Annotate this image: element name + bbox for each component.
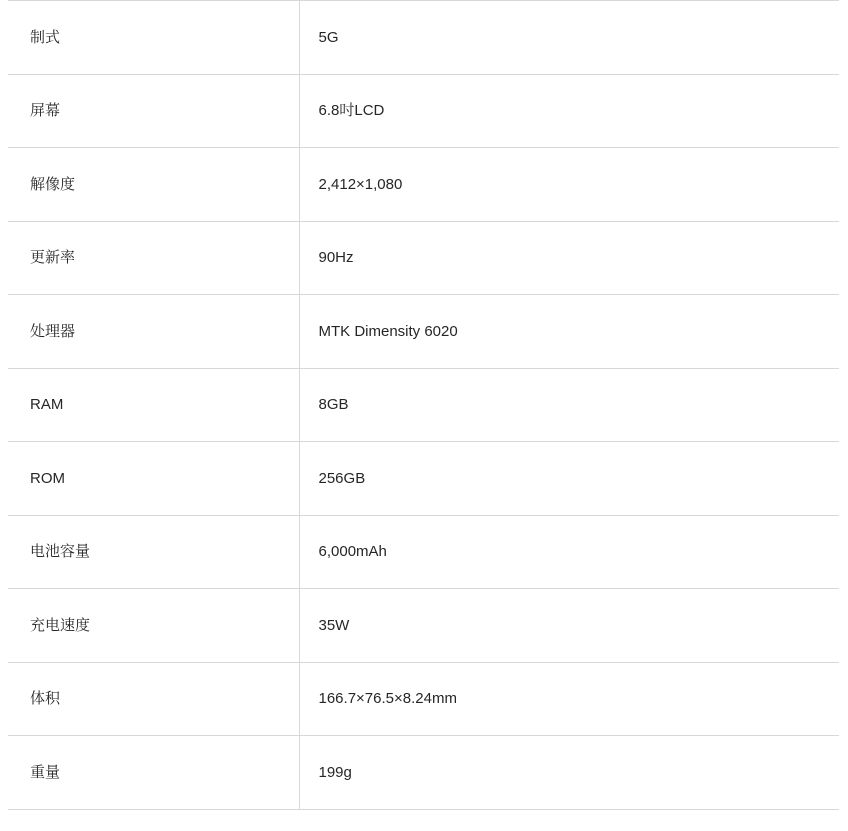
specifications-table xyxy=(8,0,839,810)
specifications-table-body xyxy=(8,1,839,810)
table-row xyxy=(8,442,839,516)
spec-label: 电池容量 xyxy=(8,515,299,589)
spec-label: 处理器 xyxy=(8,295,299,369)
spec-value: MTK Dimensity 6020 xyxy=(299,295,839,369)
spec-label: 解像度 xyxy=(8,148,299,222)
table-row xyxy=(8,74,839,148)
spec-label: 屏幕 xyxy=(8,74,299,148)
spec-label: 制式 xyxy=(8,1,299,75)
spec-label: ROM xyxy=(8,442,299,516)
table-row xyxy=(8,662,839,736)
spec-label: 充电速度 xyxy=(8,589,299,663)
spec-value: 256GB xyxy=(299,442,839,516)
table-row xyxy=(8,589,839,663)
spec-value: 35W xyxy=(299,589,839,663)
spec-value: 8GB xyxy=(299,368,839,442)
spec-label: 重量 xyxy=(8,736,299,810)
spec-value: 6.8吋LCD xyxy=(299,74,839,148)
spec-label: RAM xyxy=(8,368,299,442)
table-row xyxy=(8,1,839,75)
spec-value: 199g xyxy=(299,736,839,810)
table-row xyxy=(8,736,839,810)
table-row xyxy=(8,148,839,222)
spec-value: 6,000mAh xyxy=(299,515,839,589)
table-row xyxy=(8,368,839,442)
table-row xyxy=(8,515,839,589)
table-row xyxy=(8,295,839,369)
spec-label: 更新率 xyxy=(8,221,299,295)
spec-label: 体积 xyxy=(8,662,299,736)
spec-value: 166.7×76.5×8.24mm xyxy=(299,662,839,736)
table-row xyxy=(8,221,839,295)
spec-value: 2,412×1,080 xyxy=(299,148,839,222)
spec-value: 90Hz xyxy=(299,221,839,295)
spec-value: 5G xyxy=(299,1,839,75)
